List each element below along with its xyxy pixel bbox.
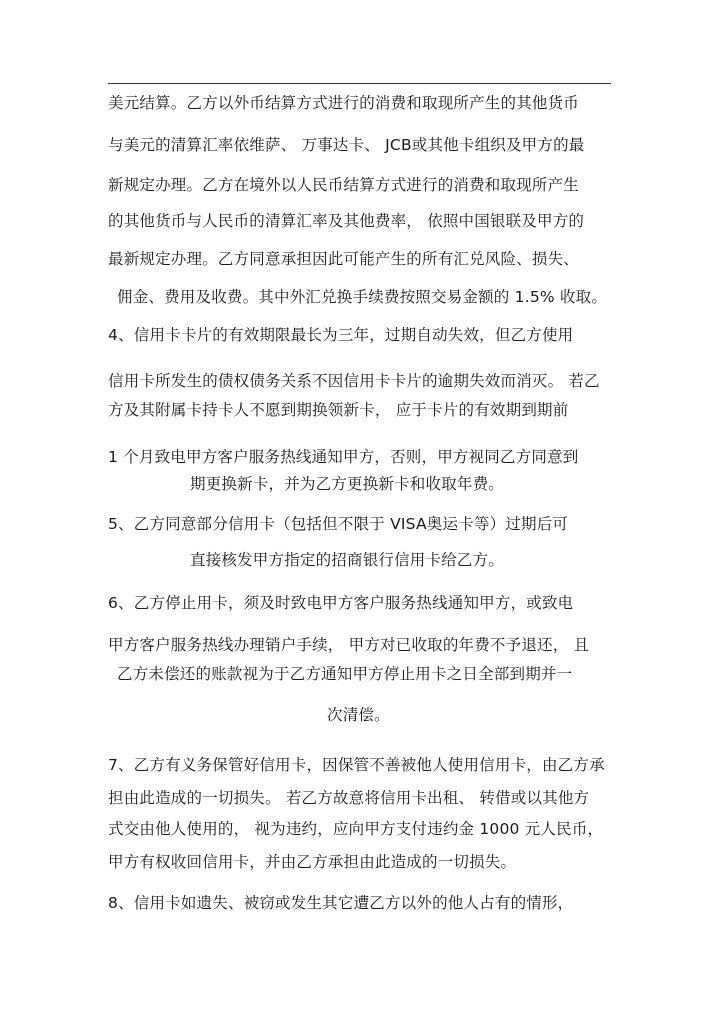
- text-line: 方及其附属卡持卡人不愿到期换领新卡， 应于卡片的有效期到期前: [108, 401, 569, 419]
- text-line: 8、信用卡如遗失、被窃或发生其它遭乙方以外的他人占有的情形，: [108, 894, 574, 912]
- text-line: 7、乙方有义务保管好信用卡，因保管不善被他人使用信用卡，由乙方承: [108, 756, 605, 774]
- text-line: 5、乙方同意部分信用卡（包括但不限于 VISA奥运卡等）过期后可: [108, 515, 569, 533]
- text-line: 甲方有权收回信用卡，并由乙方承担由此造成的一切损失。: [108, 853, 517, 871]
- text-line: 信用卡所发生的债权债务关系不因信用卡卡片的逾期失效而消灭。 若乙: [108, 372, 600, 390]
- text-line: 最新规定办理。乙方同意承担因此可能产生的所有汇兑风险、损失、: [108, 250, 580, 268]
- text-line: 次清偿。: [327, 706, 390, 724]
- text-line: 期更换新卡，并为乙方更换新卡和收取年费。: [190, 475, 505, 493]
- text-line: 新规定办理。乙方在境外以人民币结算方式进行的消费和取现所产生: [108, 176, 580, 194]
- text-line: 担由此造成的一切损失。 若乙方故意将信用卡出租、 转借或以其他方: [108, 789, 590, 807]
- text-line: 式交由他人使用的， 视为违约，应向甲方支付违约金 1000 元人民币，: [108, 820, 604, 838]
- text-line: 美元结算。乙方以外币结算方式进行的消费和取现所产生的其他货币: [108, 94, 580, 112]
- text-line: 1 个月致电甲方客户服务热线通知甲方，否则，甲方视同乙方同意到: [108, 448, 579, 466]
- text-line: 6、乙方停止用卡，须及时致电甲方客户服务热线通知甲方，或致电: [108, 594, 574, 612]
- text-line: 与美元的清算汇率依维萨、 万事达卡、 JCB或其他卡组织及甲方的最: [108, 136, 585, 154]
- text-line: 直接核发甲方指定的招商银行信用卡给乙方。: [190, 551, 505, 569]
- text-line: 4、信用卡卡片的有效期限最长为三年，过期自动失效，但乙方使用: [108, 326, 574, 344]
- header-rule: [108, 83, 611, 84]
- text-line: 的其他货币与人民币的清算汇率及其他费率， 依照中国银联及甲方的: [108, 212, 585, 230]
- text-line: 乙方未偿还的账款视为于乙方通知甲方停止用卡之日全部到期并一: [117, 665, 573, 683]
- text-line: 佣金、费用及收费。其中外汇兑换手续费按照交易金额的 1.5% 收取。: [117, 288, 608, 306]
- text-line: 甲方客户服务热线办理销户手续， 甲方对已收取的年费不予退还， 且: [108, 636, 590, 654]
